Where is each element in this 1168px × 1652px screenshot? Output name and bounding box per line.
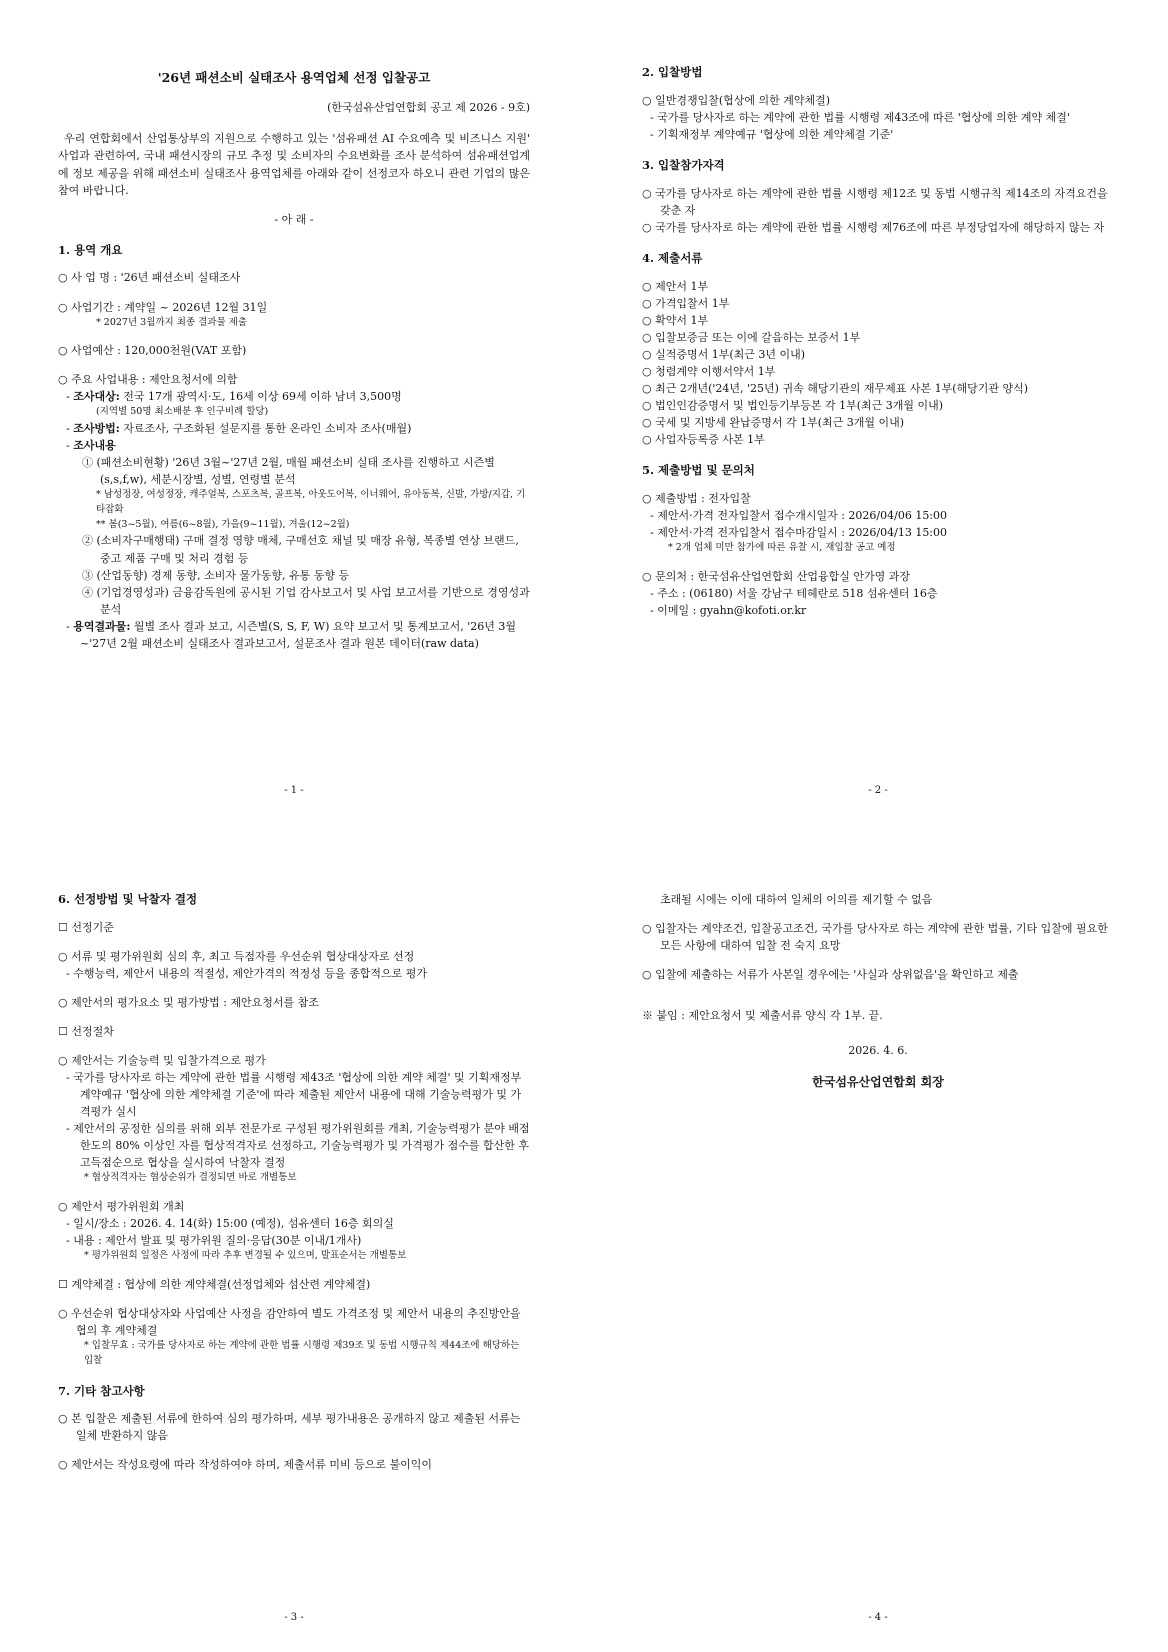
doc-item: ○ 사업자등록증 사본 1부 [642,433,765,447]
committee-meeting: ○ 제안서 평가위원회 개최 [58,1200,185,1214]
doc-item: ○ 법인인감증명서 및 법인등기부등본 각 1부(최근 3개월 이내) [642,399,944,413]
contact: ○ 문의처 : 한국섬유산업연합회 산업융합실 안가영 과장 [642,569,911,583]
section-1-title: 1. 용역 개요 [58,242,123,257]
issue-date: 2026. 4. 6. [848,1044,908,1058]
project-name: ○ 사 업 명 : '26년 패션소비 실태조사 [58,271,241,285]
section-3-title: 3. 입찰참가자격 [642,157,725,172]
other-3: ○ 입찰자는 계약조건, 입찰공고조건, 국가를 당사자로 하는 계약에 관한 법률, 기타 입찰에 필요한 모든 사항에 대하여 입찰 전 숙지 요망 [642,922,1108,953]
main-content: ○ 주요 사업내용 : 제안요청서에 의함 [58,373,238,387]
other-1: ○ 본 입찰은 제출된 서류에 한하여 심의 평가하며, 세부 평가내용은 공개하지 않고 제출된 서류는 일체 반환하지 않음 [58,1412,521,1443]
committee-datetime: - 일시/장소 : 2026. 4. 14(화) 15:00 (예정), 섬유센터 16층 회의실 [66,1217,394,1231]
survey-item-1-note-2: ** 봄(3~5월), 여름(6~8월), 가을(9~11월), 겨울(12~2월) [96,518,350,530]
survey-item-3: ③ (산업동향) 경제 동향, 소비자 물가동향, 유통 동향 등 [82,568,350,582]
survey-method: - 조사방법: 자료조사, 구조화된 설문지를 통한 온라인 소비자 조사(매월) [66,422,412,436]
attachment-note: ※ 붙임 : 제안요청서 및 제출서류 양식 각 1부. 끝. [642,1009,883,1023]
submission-method: ○ 제출방법 : 전자입찰 [642,492,751,505]
survey-content: - 조사내용 [66,439,116,453]
page-number: - 1 - [284,784,304,796]
contract-heading: ☐ 계약체결 : 협상에 의한 계약체결(선정업체와 섬산련 계약체결) [58,1277,371,1291]
survey-target-label: 조사대상: [73,390,120,404]
contact-address: - 주소 : (06180) 서울 강남구 테헤란로 518 섬유센터 16층 [650,586,938,600]
criteria-2: - 수행능력, 제안서 내용의 적절성, 제안가격의 적정성 등을 종합적으로 평가 [66,966,427,980]
page-2 [642,58,1114,798]
page-number: - 2 - [868,784,888,796]
contact-email: - 이메일 : gyahn@kofoti.or.kr [650,603,807,617]
doc-item: ○ 확약서 1부 [642,313,709,327]
survey-item-1: ① (패션소비현황) '26년 3월~'27년 2월, 매월 패션소비 실태 조사를 진행하고 시즌별(s,s,f,w), 세분시장별, 성별, 연령별 분석 [82,456,495,487]
submission-note: * 2개 업체 미만 참가에 따른 유찰 시, 재입찰 공고 예정 [668,542,896,554]
deliverables-text: 월별 조사 결과 보고, 시즌별(S, S, F, W) 요약 보고서 및 통계보고서, '26년 3월~'27년 2월 패션소비 실태조사 결과보고서, 설문조사 결과 원본 데이터(raw data) [80,619,516,650]
submission-deadline: - 제안서·가격 전자입찰서 접수마감일시 : 2026/04/13 15:00 [650,526,948,540]
bid-method-2: - 국가를 당사자로 하는 계약에 관한 법률 시행령 제43조에 따른 '협상에 의한 계약 체결' [650,110,1070,124]
page-1 [58,58,530,798]
procedure-3: - 제안서의 공정한 심의를 위해 외부 전문가로 구성된 평가위원회를 개최, 기술능력평가 분야 배점한도의 80% 이상인 자를 협상적격자로 선정하고, 기술능력평가 및 가격평가 점수를 합산한 후 고득점순으로 협상을 실시하여 낙찰자 결정 [66,1122,530,1170]
survey-method-text: 자료조사, 구조화된 설문지를 통한 온라인 소비자 조사(매월) [119,422,412,436]
page-4 [642,885,1114,1625]
other-4: ○ 입찰에 제출하는 서류가 사본일 경우에는 '사실과 상위없음'을 확인하고 제출 [642,968,1019,982]
criteria-3: ○ 제안서의 평가요소 및 평가방법 : 제안요청서를 참조 [58,995,319,1009]
section-5-title: 5. 제출방법 및 문의처 [642,463,755,478]
doc-item: ○ 실적증명서 1부(최근 3년 이내) [642,347,806,361]
project-period: ○ 사업기간 : 계약일 ~ 2026년 12월 31일 [58,300,268,314]
qualification-1: ○ 국가를 당사자로 하는 계약에 관한 법률 시행령 제12조 및 동법 시행규칙 제14조의 자격요건을 갖춘 자 [642,186,1108,217]
procedure-note: * 협상적격자는 협상순위가 결정되면 바로 개별통보 [84,1172,297,1184]
selection-procedure-heading: ☐ 선정절차 [58,1025,114,1038]
project-budget: ○ 사업예산 : 120,000천원(VAT 포함) [58,344,247,358]
survey-item-1-note-1: * 남성정장, 여성정장, 캐주얼복, 스포츠복, 골프복, 아웃도어복, 이너웨어, 유아동복, 신발, 가방/지갑, 기타잡화 [96,489,526,516]
submission-start: - 제안서·가격 전자입찰서 접수개시일자 : 2026/04/06 15:00 [650,509,948,523]
page-number: - 4 - [868,1611,888,1623]
qualification-2: ○ 국가를 당사자로 하는 계약에 관한 법률 시행령 제76조에 따른 부정당업자에 해당하지 않는 자 [642,220,1105,234]
notice-number: (한국섬유산업연합회 공고 제 2026 - 9호) [327,101,530,115]
intro-paragraph: 우리 연합회에서 산업통상부의 지원으로 수행하고 있는 '섬유패션 AI 수요예측 및 비즈니스 지원' 사업과 관련하여, 국내 패션시장의 규모 추정 및 소비자의 수요변화를 조사 분석하여 섬유패션업계에 정보 제공을 위해 패션소비 실태조사 용역업체를 아래와 같이 선정코자 하오니 관련 기업의 많은 참여 바랍니다. [58,132,530,197]
page-number: - 3 - [284,1611,304,1623]
survey-target: - 조사대상: 전국 17개 광역시·도, 16세 이상 69세 이하 남녀 3,500명 [66,390,402,404]
committee-content: - 내용 : 제안서 발표 및 평가위원 질의·응답(30분 이내/1개사) [66,1234,362,1248]
bid-method-3: - 기획재정부 계약예규 '협상에 의한 계약체결 기준' [650,127,894,141]
procedure-1: ○ 제안서는 기술능력 및 입찰가격으로 평가 [58,1054,266,1068]
section-7-title: 7. 기타 참고사항 [58,1383,145,1398]
section-2-title: 2. 입찰방법 [642,65,703,79]
survey-item-4: ④ (기업경영성과) 금융감독원에 공시된 기업 감사보고서 및 사업 보고서를 기반으로 경영성과 분석 [82,585,530,616]
deliverables-label: 용역결과물: [73,619,131,633]
contract-note: * 입찰무효 : 국가를 당사자로 하는 계약에 관한 법률 시행령 제39조 및 동법 시행규칙 제44조에 해당하는 입찰 [84,1340,520,1366]
criteria-1: ○ 서류 및 평가위원회 심의 후, 최고 득점자를 우선순위 협상대상자로 선정 [58,949,415,963]
doc-item: ○ 최근 2개년('24년, '25년) 귀속 해당기관의 재무제표 사본 1부(해당기관 양식) [642,382,1029,395]
section-4-title: 4. 제출서류 [642,250,703,265]
survey-item-2: ② (소비자구매행태) 구매 결정 영향 매체, 구매선호 채널 및 매장 유형, 복종별 연상 브랜드, 중고 제품 구매 및 처리 경험 등 [82,534,519,565]
survey-target-text: 전국 17개 광역시·도, 16세 이상 69세 이하 남녀 3,500명 [119,390,402,404]
deliverables: - 용역결과물: 월별 조사 결과 보고, 시즌별(S, S, F, W) 요약 보고서 및 통계보고서, '26년 3월~'27년 2월 패션소비 실태조사 결과보고서, 설문조사 결과 원본 데이터(raw data) [66,619,516,650]
other-2-continued: 초래될 시에는 이에 대하여 일체의 이의를 제기할 수 없음 [660,893,933,906]
project-period-note: * 2027년 3월까지 최종 결과물 제출 [96,316,248,328]
procedure-2: - 국가를 당사자로 하는 계약에 관한 법률 시행령 제43조 '협상에 의한 계약 체결' 및 기획재정부 계약예규 '협상에 의한 계약체결 기준'에 따라 제출된 제안서 내용에 대해 기술능력평가 및 가격평가 실시 [66,1071,522,1119]
survey-content-label: 조사내용 [73,439,116,453]
bid-method-1: ○ 일반경쟁입찰(협상에 의한 계약체결) [642,93,831,107]
section-6-title: 6. 선정방법 및 낙찰자 결정 [58,892,198,906]
committee-note: * 평가위원회 일정은 사정에 따라 추후 변경될 수 있으며, 발표순서는 개별통보 [84,1250,407,1262]
below-heading: - 아 래 - [274,212,314,226]
selection-criteria-heading: ☐ 선정기준 [58,920,114,934]
doc-item: ○ 제안서 1부 [642,279,709,293]
signatory: 한국섬유산업연합회 회장 [812,1075,944,1090]
doc-item: ○ 가격입찰서 1부 [642,296,730,310]
doc-item: ○ 국세 및 지방세 완납증명서 각 1부(최근 3개월 이내) [642,416,905,430]
survey-method-label: 조사방법: [73,422,120,436]
document-title: '26년 패션소비 실태조사 용역업체 선정 입찰공고 [157,70,431,85]
survey-target-note: (지역별 50명 최소배분 후 인구비례 할당) [96,406,269,418]
contract-1: ○ 우선순위 협상대상자와 사업예산 사정을 감안하여 별도 가격조정 및 제안서 내용의 추진방안을 협의 후 계약체결 [58,1307,521,1338]
doc-item: ○ 입찰보증금 또는 이에 갈음하는 보증서 1부 [642,330,861,344]
other-2: ○ 제안서는 작성요령에 따라 작성하여야 하며, 제출서류 미비 등으로 불이익이 [58,1458,432,1472]
page-3 [58,885,530,1625]
doc-item: ○ 청렴계약 이행서약서 1부 [642,364,776,378]
